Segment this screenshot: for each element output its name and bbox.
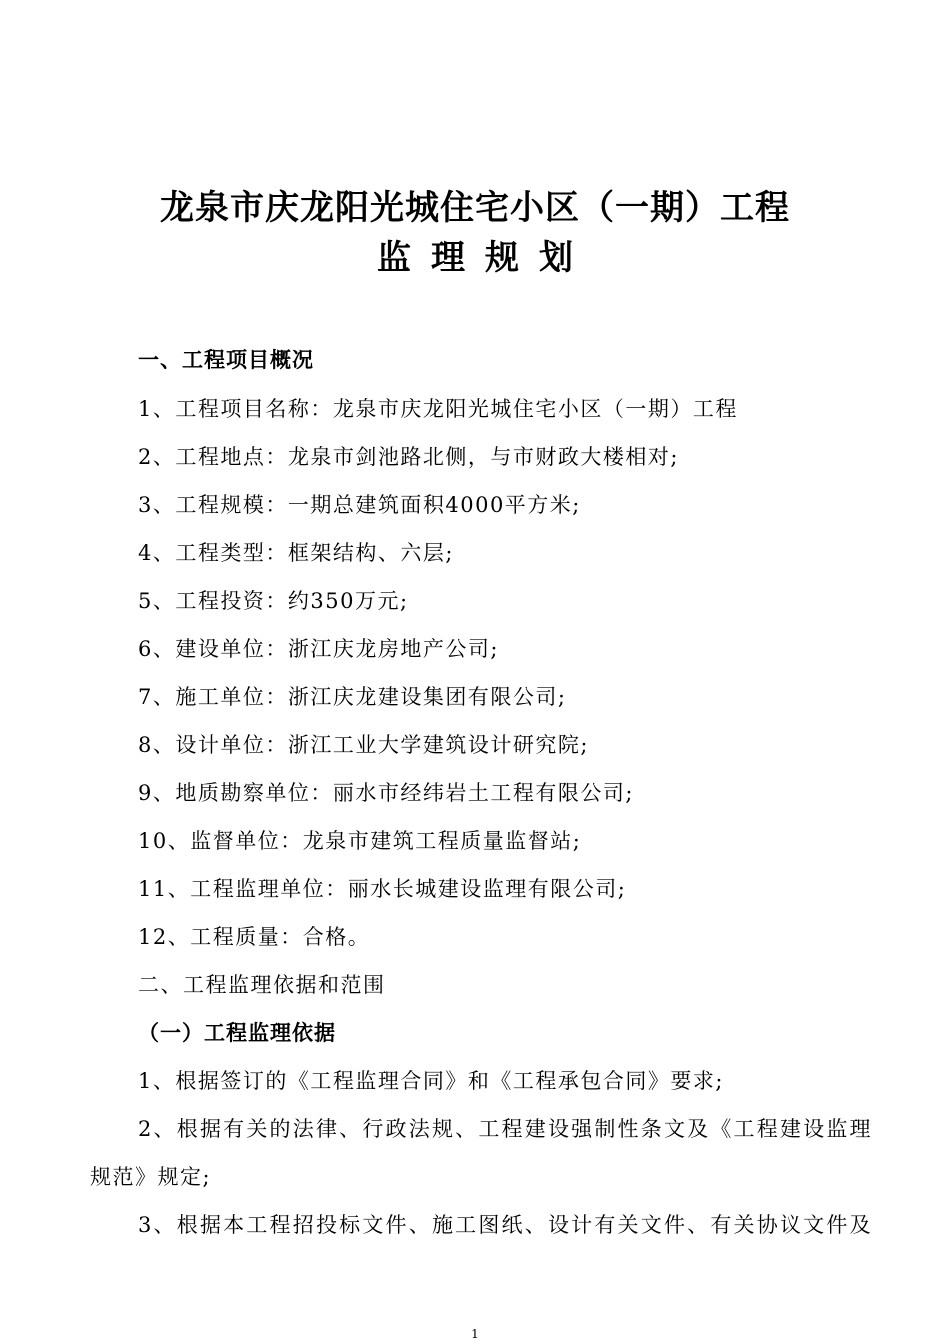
list-item: 1、工程项目名称：龙泉市庆龙阳光城住宅小区（一期）工程 [138,397,738,421]
list-item: 8、设计单位：浙江工业大学建筑设计研究院; [138,733,589,757]
list-item: 5、工程投资：约350万元; [138,589,409,613]
page-number: 1 [471,1327,479,1341]
list-item: 11、工程监理单位：丽水长城建设监理有限公司; [138,877,627,901]
section-heading-basis-scope: 二、工程监理依据和范围 [138,973,386,997]
paragraph-line: 3、根据本工程招投标文件、施工图纸、设计有关文件、有关协议文件及 [138,1213,873,1237]
paragraph-line: 规范》规定; [90,1165,212,1189]
list-item: 12、工程质量：合格。 [138,925,371,949]
paragraph-line: 1、根据签订的《工程监理合同》和《工程承包合同》要求; [138,1069,724,1093]
list-item: 7、施工单位：浙江庆龙建设集团有限公司; [138,685,567,709]
list-item: 3、工程规模：一期总建筑面积4000平方米; [138,493,581,517]
document-subtitle: 监理规划 [377,238,593,278]
subsection-heading-basis: （一）工程监理依据 [138,1021,336,1045]
list-item: 10、监督单位：龙泉市建筑工程质量监督站; [138,829,582,853]
list-item: 4、工程类型：框架结构、六层; [138,541,454,565]
document-title: 龙泉市庆龙阳光城住宅小区（一期）工程 [160,188,790,228]
list-item: 2、工程地点：龙泉市剑池路北侧，与市财政大楼相对; [138,445,679,469]
paragraph-line: 2、根据有关的法律、行政法规、工程建设强制性条文及《工程建设监理 [138,1117,873,1141]
list-item: 9、地质勘察单位：丽水市经纬岩土工程有限公司; [138,781,634,805]
section-heading-overview: 一、工程项目概况 [138,348,314,372]
list-item: 6、建设单位：浙江庆龙房地产公司; [138,637,499,661]
